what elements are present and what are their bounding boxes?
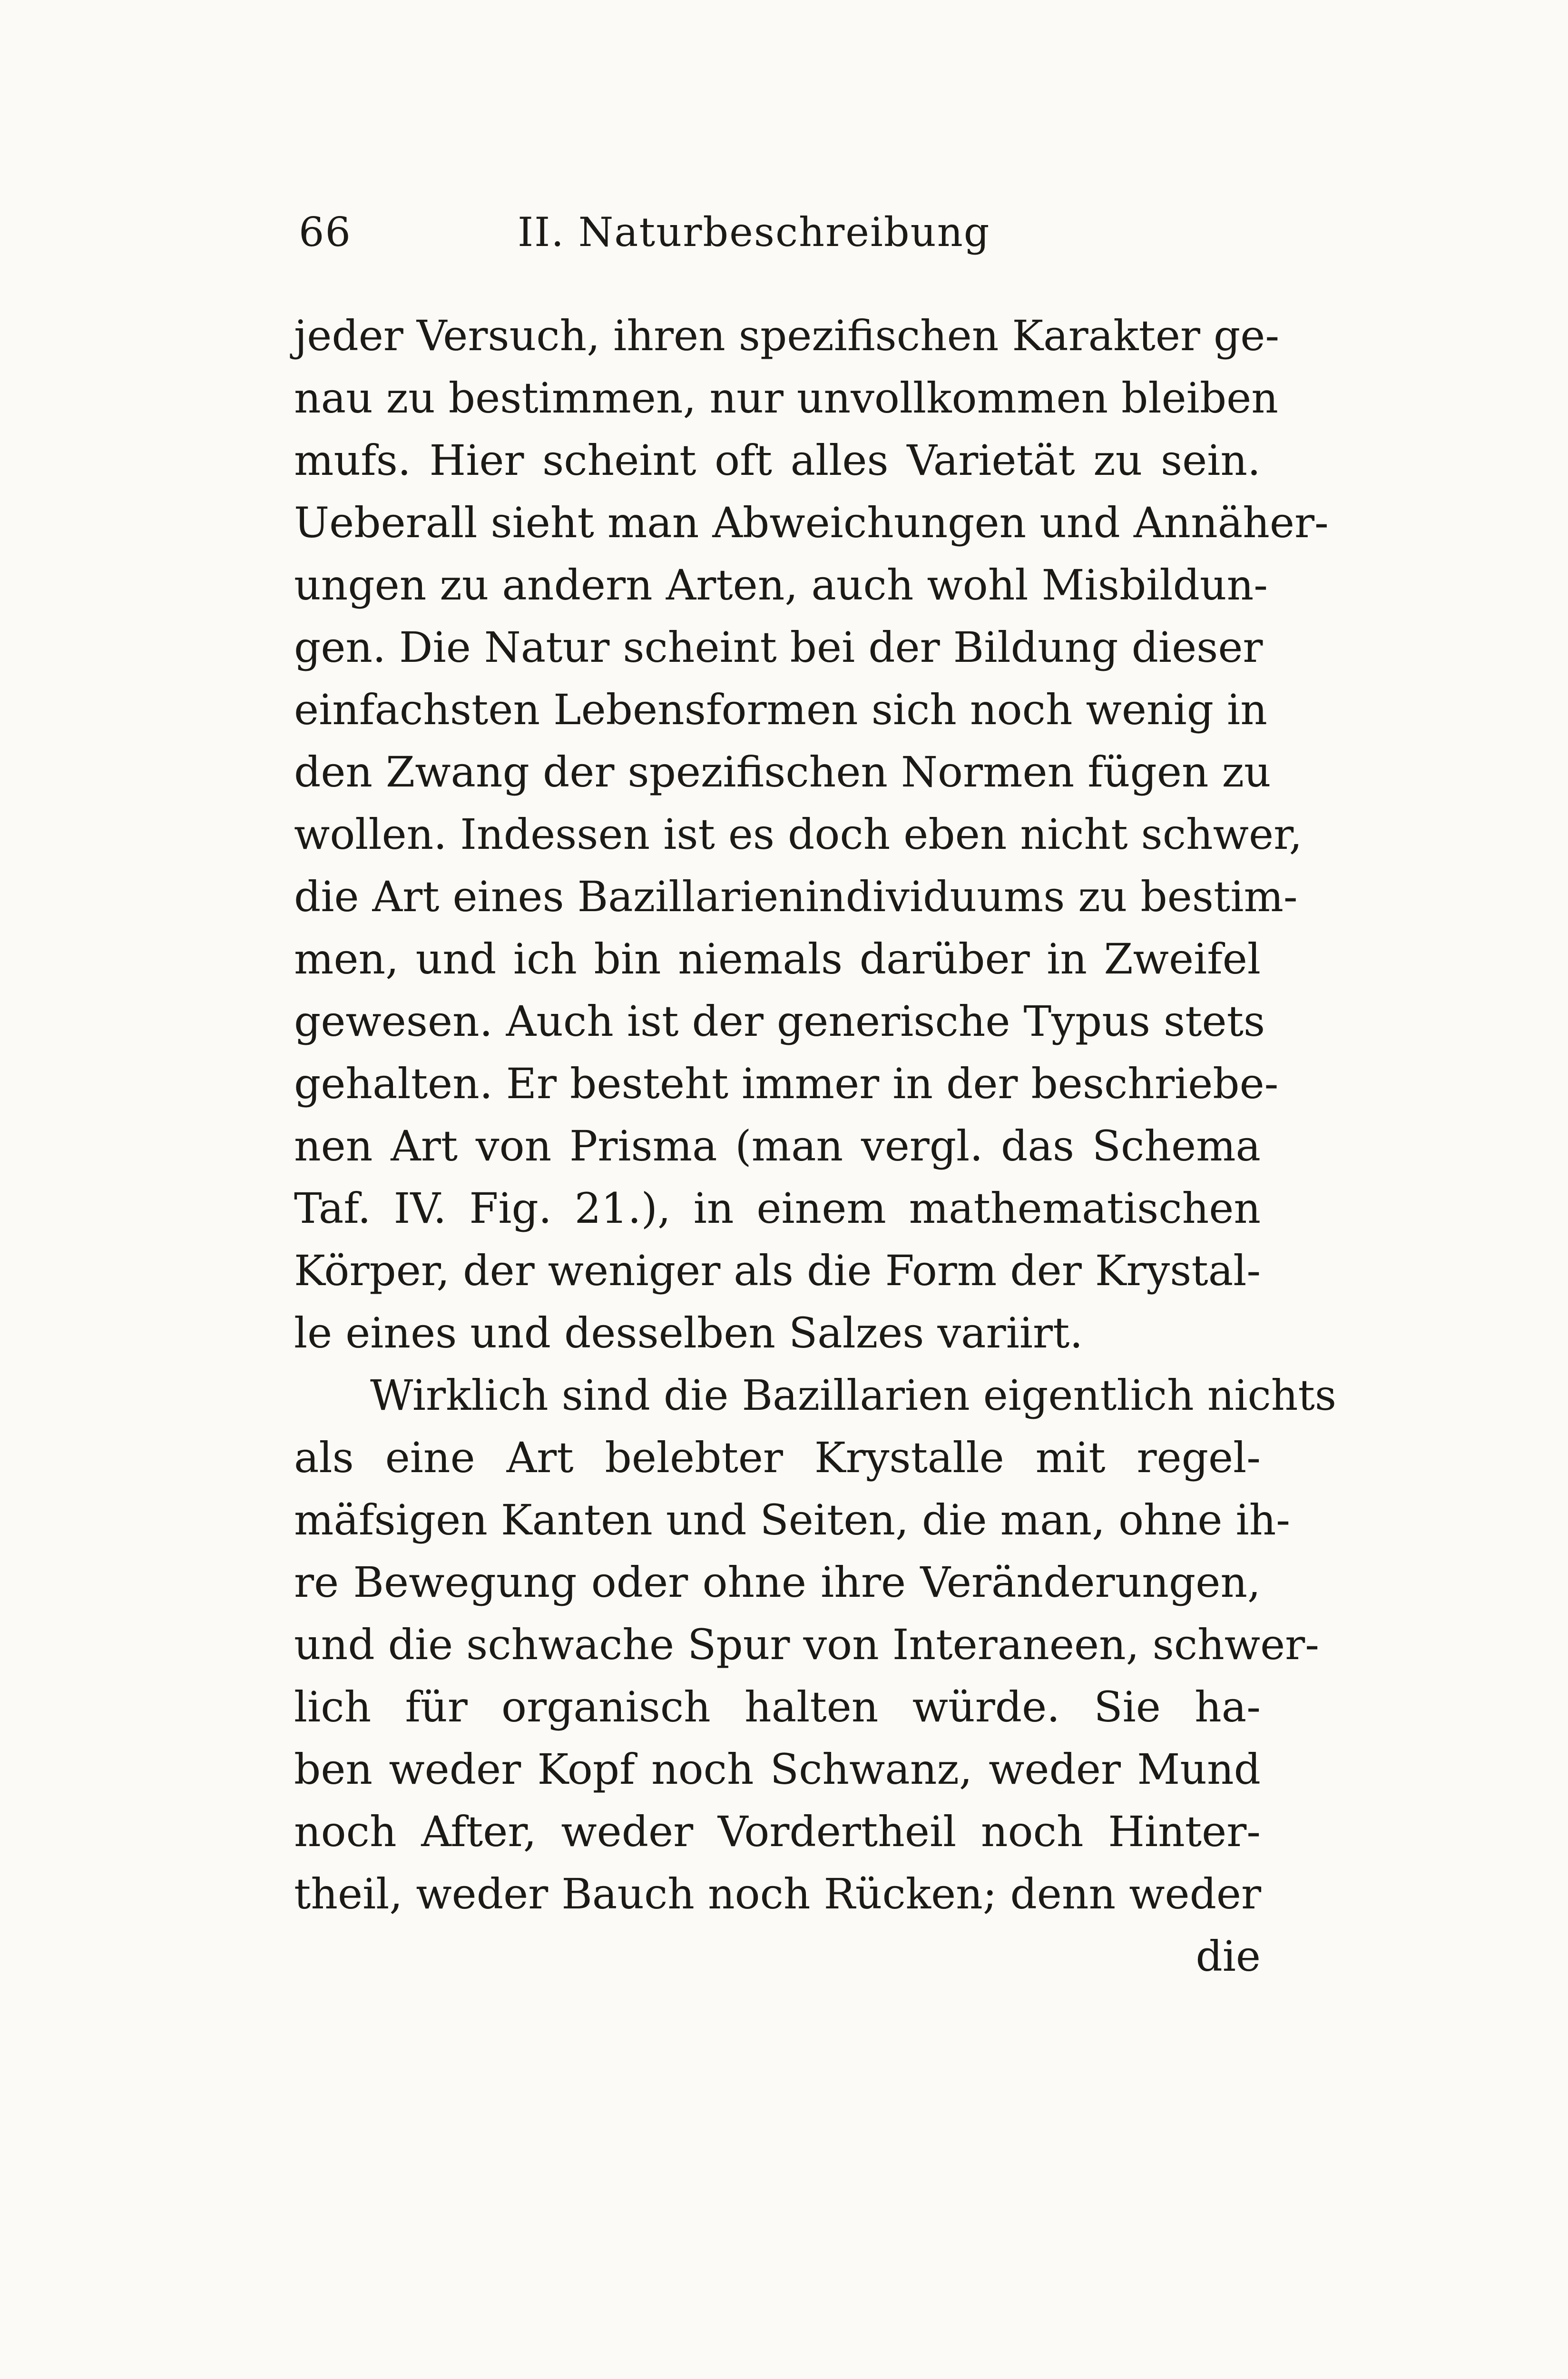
catchword: die: [1196, 1932, 1261, 1981]
paragraph-start-line: Wirklich sind die Bazillarien eigentlich nichts: [370, 1371, 1337, 1420]
text-line: wollen. Indessen ist es doch eben nicht schwer,: [294, 810, 1303, 859]
text-line: re Bewegung oder ohne ihre Veränderungen,: [294, 1558, 1261, 1607]
paragraph-end-line: le eines und desselben Salzes variirt.: [294, 1308, 1083, 1357]
text-line: den Zwang der spezifischen Normen fügen zu: [294, 747, 1271, 796]
text-line: einfachsten Lebensformen sich noch wenig in: [294, 685, 1267, 734]
text-line: Körper, der weniger als die Form der Krystal-: [294, 1246, 1261, 1295]
text-line: gehalten. Er besteht immer in der beschriebe-: [294, 1059, 1279, 1108]
text-line: nau zu bestimmen, nur unvollkommen bleiben: [294, 374, 1278, 423]
text-line: lich für organisch halten würde. Sie ha-: [294, 1682, 1261, 1731]
running-head: II. Naturbeschreibung: [518, 209, 990, 256]
text-line: gewesen. Auch ist der generische Typus stets: [294, 997, 1265, 1046]
text-line: Ueberall sieht man Abweichungen und Annäher-: [294, 498, 1329, 547]
text-line: mufs. Hier scheint oft alles Varietät zu sein.: [294, 436, 1261, 485]
text-line: theil, weder Bauch noch Rücken; denn weder: [294, 1869, 1262, 1918]
text-line: Taf. IV. Fig. 21.), in einem mathematischen: [294, 1184, 1261, 1233]
text-line: ungen zu andern Arten, auch wohl Misbildun-: [294, 560, 1268, 609]
text-line: und die schwache Spur von Interaneen, schwer-: [294, 1620, 1319, 1669]
text-line: jeder Versuch, ihren spezifischen Karakter ge-: [294, 311, 1280, 360]
text-line: men, und ich bin niemals darüber in Zweifel: [294, 934, 1261, 983]
text-line: die Art eines Bazillarienindividuums zu bestim-: [294, 872, 1298, 921]
text-line: nen Art von Prisma (man vergl. das Schema: [294, 1121, 1261, 1170]
text-line: mäfsigen Kanten und Seiten, die man, ohne ih-: [294, 1495, 1291, 1544]
page-number: 66: [299, 209, 352, 256]
text-line: als eine Art belebter Krystalle mit regel-: [294, 1433, 1261, 1482]
text-line: noch After, weder Vordertheil noch Hinter-: [294, 1807, 1261, 1856]
text-line: gen. Die Natur scheint bei der Bildung dieser: [294, 623, 1263, 672]
page-header: [299, 204, 1041, 261]
body-text: [294, 305, 1337, 1987]
text-line: ben weder Kopf noch Schwanz, weder Mund: [294, 1745, 1261, 1794]
